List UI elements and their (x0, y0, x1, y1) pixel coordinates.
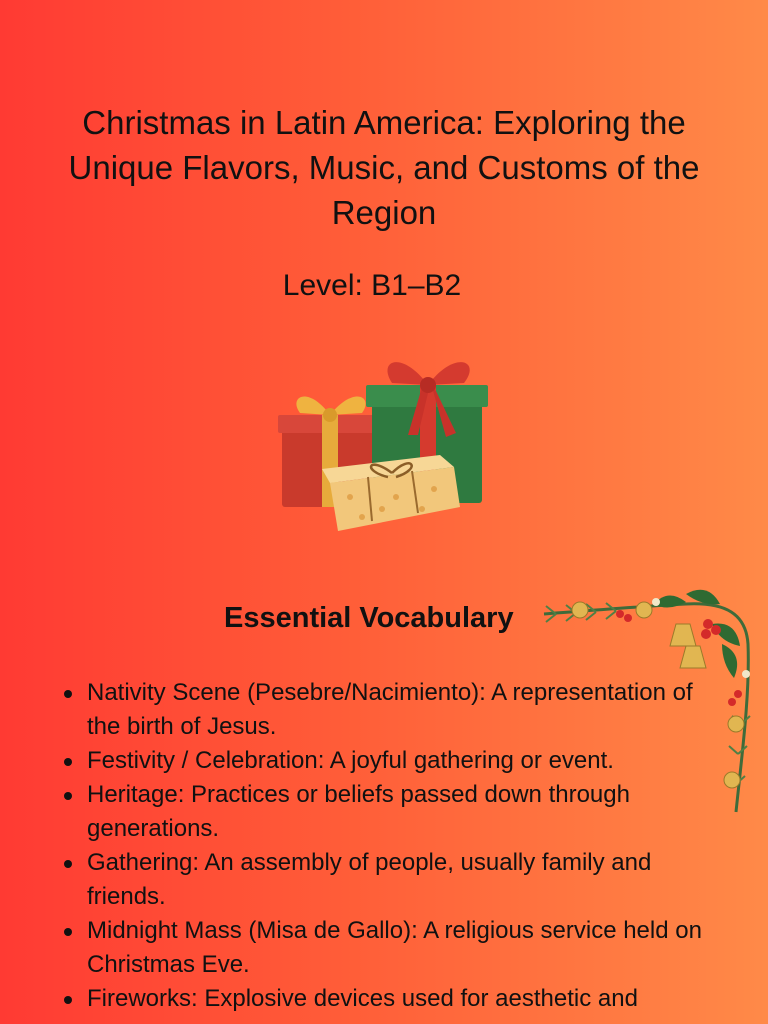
vocabulary-heading: Essential Vocabulary (224, 602, 514, 634)
page-title: Christmas in Latin America: Exploring the Unique Flavors, Music, and Customs of the Region (68, 104, 700, 231)
list-item: Gathering: An assembly of people, usually family and friends. (58, 846, 708, 914)
list-item: Fireworks: Explosive devices used for aesthetic and (58, 982, 708, 1016)
level-label: Level: B1–B2 (282, 269, 462, 302)
list-item: Midnight Mass (Misa de Gallo): A religious service held on Christmas Eve. (58, 914, 708, 982)
list-item: Nativity Scene (Pesebre/Nacimiento): A representation of the birth of Jesus. (58, 676, 708, 744)
gift-boxes-icon (272, 345, 496, 545)
list-item: Heritage: Practices or beliefs passed down through generations. (58, 778, 708, 846)
list-item: Festivity / Celebration: A joyful gathering or event. (58, 744, 708, 778)
vocabulary-list (58, 676, 708, 1016)
